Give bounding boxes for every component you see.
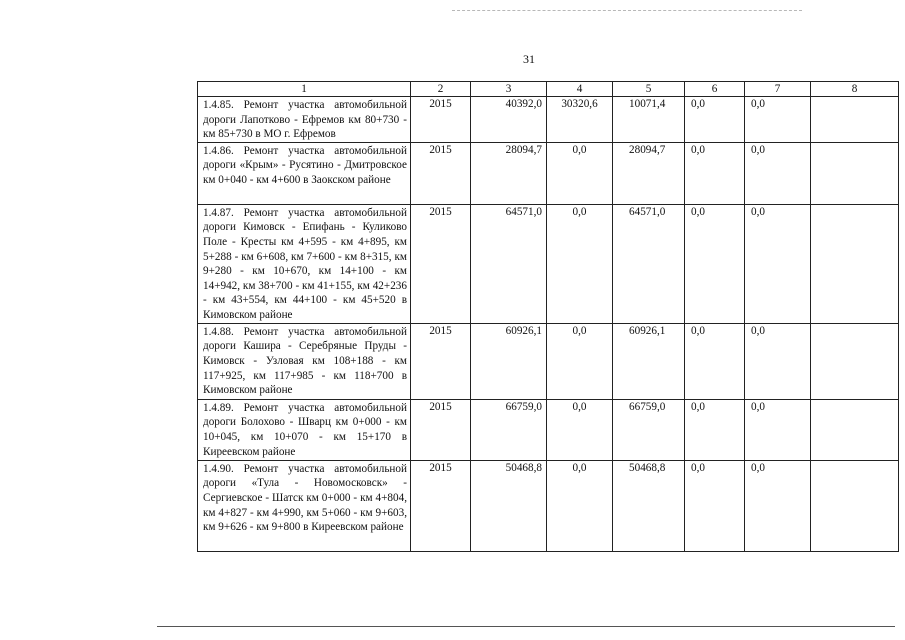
row-col3: 50468,8	[471, 460, 547, 551]
row-col5: 10071,4	[613, 97, 685, 143]
bottom-rule	[157, 626, 895, 627]
row-col6: 0,0	[685, 460, 745, 551]
row-description: 1.4.89. Ремонт участка автомобильной дороги Болохово - Шварц км 0+000 - км 10+045, км 10+070 - км 15+170 в Киреевском районе	[198, 399, 411, 460]
row-year: 2015	[411, 323, 471, 399]
row-col4: 30320,6	[547, 97, 613, 143]
row-col8	[811, 323, 899, 399]
header-cell: 3	[471, 82, 547, 97]
row-col5: 50468,8	[613, 460, 685, 551]
header-cell: 7	[745, 82, 811, 97]
row-col7: 0,0	[745, 399, 811, 460]
top-dashed-rule	[452, 10, 802, 11]
table-row	[198, 323, 899, 399]
row-col3: 66759,0	[471, 399, 547, 460]
row-col4: 0,0	[547, 142, 613, 204]
header-cell: 5	[613, 82, 685, 97]
row-description: 1.4.87. Ремонт участка автомобильной дороги Кимовск - Епифань - Куликово Поле - Кресты км 4+595 - км 4+895, км 5+288 - км 6+608, км 7+600 - км 8+315, км 9+280 - км 10+670, км 14+100 - км 14+942, км 38+700 - км 41+155, км 42+236 - км 43+554, км 44+100 - км 45+520 в Кимовском районе	[198, 204, 411, 323]
row-year: 2015	[411, 204, 471, 323]
row-col8	[811, 399, 899, 460]
row-col5: 64571,0	[613, 204, 685, 323]
row-col5: 28094,7	[613, 142, 685, 204]
row-col7: 0,0	[745, 204, 811, 323]
row-description: 1.4.88. Ремонт участка автомобильной дороги Кашира - Серебряные Пруды - Кимовск - Узловая км 108+188 - км 117+925, км 117+985 - км 118+700 в Кимовском районе	[198, 323, 411, 399]
table-row	[198, 399, 899, 460]
row-col5: 60926,1	[613, 323, 685, 399]
header-cell: 2	[411, 82, 471, 97]
row-col3: 40392,0	[471, 97, 547, 143]
header-cell: 6	[685, 82, 745, 97]
row-col6: 0,0	[685, 399, 745, 460]
row-col8	[811, 204, 899, 323]
row-col8	[811, 142, 899, 204]
row-description: 1.4.85. Ремонт участка автомобильной дороги Лапотково - Ефремов км 80+730 - км 85+730 в МО г. Ефремов	[198, 97, 411, 143]
table-row	[198, 460, 899, 551]
row-description: 1.4.86. Ремонт участка автомобильной дороги «Крым» - Русятино - Дмитровское км 0+040 - км 4+600 в Заокском районе	[198, 142, 411, 204]
row-col6: 0,0	[685, 97, 745, 143]
row-col5: 66759,0	[613, 399, 685, 460]
row-col7: 0,0	[745, 323, 811, 399]
budget-table	[197, 81, 899, 552]
page-number: 31	[523, 52, 535, 66]
row-year: 2015	[411, 97, 471, 143]
row-col3: 64571,0	[471, 204, 547, 323]
row-col7: 0,0	[745, 97, 811, 143]
header-cell: 1	[198, 82, 411, 97]
row-col6: 0,0	[685, 323, 745, 399]
header-cell: 4	[547, 82, 613, 97]
table-row	[198, 204, 899, 323]
row-col6: 0,0	[685, 204, 745, 323]
row-col4: 0,0	[547, 204, 613, 323]
row-col7: 0,0	[745, 460, 811, 551]
header-row	[198, 82, 899, 97]
row-col4: 0,0	[547, 399, 613, 460]
row-col4: 0,0	[547, 323, 613, 399]
row-year: 2015	[411, 460, 471, 551]
row-col7: 0,0	[745, 142, 811, 204]
row-description: 1.4.90. Ремонт участка автомобильной дороги «Тула - Новомосковск» - Сергиевское - Шатск км 0+000 - км 4+804, км 4+827 - км 4+990, км 5+060 - км 9+603, км 9+626 - км 9+800 в Киреевском районе	[198, 460, 411, 551]
row-col6: 0,0	[685, 142, 745, 204]
row-year: 2015	[411, 142, 471, 204]
row-col3: 28094,7	[471, 142, 547, 204]
row-col8	[811, 97, 899, 143]
table-row	[198, 97, 899, 143]
row-year: 2015	[411, 399, 471, 460]
table-row	[198, 142, 899, 204]
row-col4: 0,0	[547, 460, 613, 551]
row-col3: 60926,1	[471, 323, 547, 399]
row-col8	[811, 460, 899, 551]
header-cell: 8	[811, 82, 899, 97]
